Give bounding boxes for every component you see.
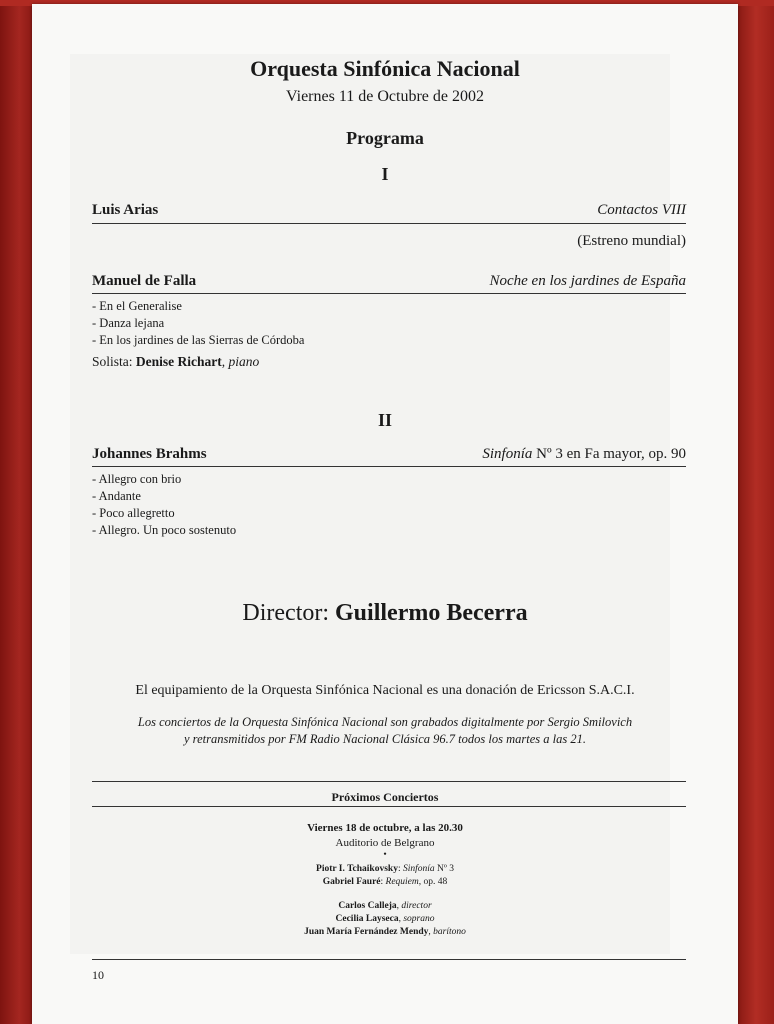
composer-brahms: Johannes Brahms [92, 446, 207, 462]
director-label: Director: [242, 600, 336, 626]
upcoming-date: Viernes 18 de octubre, a las 20.30 [307, 822, 463, 834]
part-one-numeral: I [381, 164, 389, 184]
movement-item: - Allegro. Un poco sostenuto [92, 523, 237, 537]
recording-note-line-2: y retransmitidos por FM Radio Nacional Clásica 96.7 todos los martes a las 21. [184, 732, 586, 746]
director-line [32, 600, 738, 627]
work-symphony [482, 446, 686, 463]
upcoming-title: Próximos Conciertos [331, 790, 439, 804]
soloist-instrument: piano [228, 354, 260, 369]
work-noches: Noche en los jardines de España [489, 273, 686, 289]
part-two-numeral: II [377, 410, 392, 430]
divider-brahms [92, 466, 686, 467]
movement-item: - En los jardines de las Sierras de Córdoba [92, 333, 305, 347]
movement-item: - Poco allegretto [92, 506, 175, 520]
work-symphony-title: Sinfonía [482, 446, 533, 462]
upcoming-work: Sinfonía [402, 864, 435, 874]
page-number: 10 [92, 968, 104, 982]
performer-name: Juan María Fernández Mendy [304, 927, 429, 937]
work-contactos: Contactos VIII [597, 202, 686, 218]
movement-item: - En el Generalise [92, 299, 182, 313]
performer-role: soprano [403, 914, 435, 924]
concert-date: Viernes 11 de Octubre de 2002 [286, 88, 484, 105]
performer-role: barítono [433, 927, 466, 937]
upcoming-composer: Piotr I. Tchaikovsky [316, 864, 398, 874]
movement-item: - Andante [92, 489, 141, 503]
background-right [738, 0, 774, 1024]
program-heading: Programa [346, 128, 424, 148]
upcoming-performer: Cecilia Layseca, soprano [335, 914, 435, 924]
donation-note: El equipamiento de la Orquesta Sinfónica Nacional es una donación de Ericsson S.A.C.I. [135, 683, 635, 698]
upcoming-program-item: Gabriel Fauré: Requiem, op. 48 [322, 877, 448, 887]
upcoming-performer: Juan María Fernández Mendy, barítono [304, 927, 466, 937]
falla-movements [92, 298, 304, 349]
upcoming-divider-top [92, 781, 686, 782]
upcoming-work-detail: , op. 48 [418, 877, 448, 887]
orchestra-title: Orquesta Sinfónica Nacional [250, 56, 520, 81]
movement-item: - Allegro con brio [92, 472, 182, 486]
upcoming-venue: Auditorio de Belgrano [335, 837, 435, 849]
soloist-prefix: Solista: [92, 354, 136, 369]
upcoming-bullet: • [383, 850, 387, 860]
work-symphony-rest: Nº 3 en Fa mayor, op. 90 [536, 446, 686, 462]
performer-role: director [401, 901, 432, 911]
divider-falla [92, 293, 686, 294]
soloist-name: Denise Richart [135, 354, 222, 369]
composer-arias: Luis Arias [92, 202, 159, 218]
performer-name: Cecilia Layseca [335, 914, 399, 924]
soloist-line: Solista: Denise Richart, piano [92, 354, 260, 369]
upcoming-composer: Gabriel Fauré [322, 877, 381, 887]
upcoming-divider-bottom [92, 806, 686, 807]
director-name: Guillermo Becerra [335, 600, 528, 626]
movement-item: - Danza lejana [92, 316, 165, 330]
upcoming-work-detail: Nº 3 [434, 864, 454, 874]
divider-arias [92, 223, 686, 224]
performer-name: Carlos Calleja [338, 901, 397, 911]
premiere-note: (Estreno mundial) [577, 233, 686, 249]
background-left [0, 0, 32, 1024]
composer-falla: Manuel de Falla [92, 273, 197, 289]
brahms-movements [92, 471, 236, 539]
upcoming-performer: Carlos Calleja, director [338, 901, 432, 911]
footer-divider [92, 959, 686, 960]
upcoming-work: Requiem [385, 877, 419, 887]
program-page [32, 4, 738, 1024]
upcoming-program-item: Piotr I. Tchaikovsky: Sinfonía Nº 3 [316, 864, 454, 874]
recording-note-line-1: Los conciertos de la Orquesta Sinfónica Nacional son grabados digitalmente por Sergio Smilovich [137, 715, 633, 729]
